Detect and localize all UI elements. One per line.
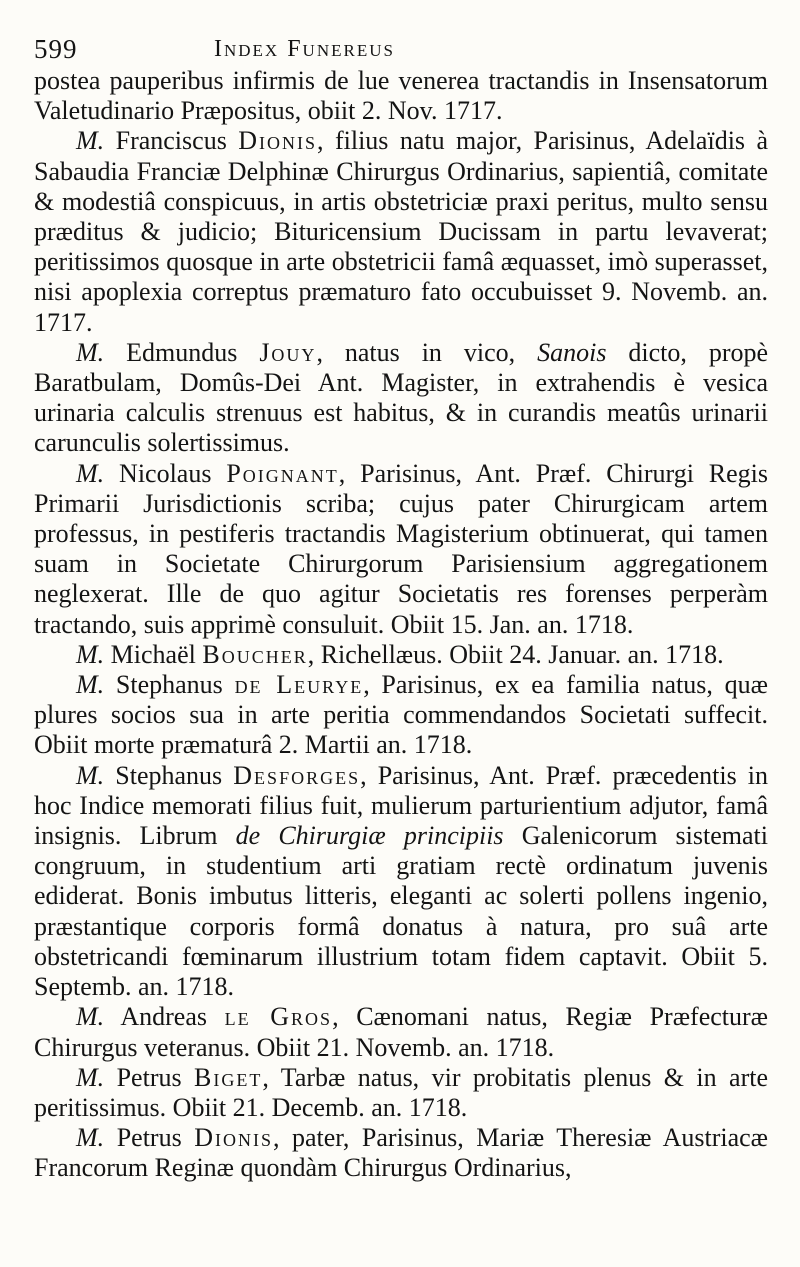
entry-dionis-pater: [34, 1123, 768, 1183]
entry-text: , Richellæus. Obiit 24. Januar. an. 1718.: [307, 639, 724, 669]
entry-text: , Parisinus, Ant. Præf. præcedentis in hoc Indice memorati filius fuit, mulierum parturientium adjutor, famâ insignis. Librum: [34, 760, 769, 851]
entry-surname: de Leurye: [234, 670, 364, 700]
entry-book-title: de Chirurgiæ principiis: [235, 821, 504, 851]
entry-text: , natus in vico,: [316, 337, 538, 367]
entry-surname: Poignant: [226, 458, 339, 488]
entry-given-name: Petrus: [116, 1062, 182, 1092]
page-number: 599: [34, 34, 78, 64]
entry-place-name: Sanois: [537, 337, 607, 367]
entry-lead: M.: [76, 337, 105, 367]
entry-given-name: Petrus: [116, 1123, 182, 1153]
entry-desforges: [34, 761, 768, 1003]
entry-surname: Dionis: [238, 126, 318, 156]
entry-text: , Parisinus, ex ea familia natus, quæ plures socios sua in arte peritia commendandos Societati suffecit. Obiit morte præmaturâ 2. Martii an. 1718.: [34, 670, 768, 760]
entry-surname: Jouy: [259, 337, 317, 367]
entry-continuation: [34, 66, 768, 126]
entry-le-gros: [34, 1002, 768, 1062]
entry-surname: Biget: [194, 1062, 263, 1092]
entry-text: postea pauperibus infirmis de lue venerea tractandis in Insensatorum Valetudinario Præpositus, obiit 2. Nov. 1717.: [34, 66, 768, 126]
entry-biget: [34, 1063, 768, 1123]
entry-lead: M.: [76, 760, 105, 790]
entry-text: Galenicorum sistemati congruum, in studentium arti gratiam rectè ordinatum juvenis ediderat. Bonis imbutus litteris, eleganti ac solerti pollens ingenio, præstantique corporis formâ donatus à natura, pro suâ arte obstetricandi fœminarum illustrium totam fidem captavit. Obiit 5. Septemb. an. 1718.: [34, 821, 768, 1002]
entry-given-name: Franciscus: [115, 126, 227, 156]
entry-given-name: Edmundus: [126, 337, 238, 367]
entry-lead: M.: [76, 1062, 105, 1092]
entry-lead: M.: [76, 639, 105, 669]
entry-given-name: Michaël: [110, 639, 196, 669]
entry-given-name: Nicolaus: [119, 458, 212, 488]
entry-text: dicto, propè Baratbulam, Domûs-Dei Ant. Magister, in extrahendis è vesica urinaria calculis strenuus est habitus, & in curandis meatûs urinarii carunculis solertissimus.: [34, 337, 769, 458]
entry-given-name: Stephanus: [115, 760, 223, 790]
entry-dionis-filius: [34, 126, 768, 337]
entry-lead: M.: [76, 1002, 105, 1032]
running-title: Index Funereus: [214, 36, 395, 62]
entry-given-name: Stephanus: [115, 670, 223, 700]
entry-lead: M.: [76, 1123, 105, 1153]
entry-lead: M.: [76, 670, 105, 700]
entry-given-name: Andreas: [120, 1002, 208, 1032]
entry-lead: M.: [76, 126, 105, 156]
entry-text: , Parisinus, Ant. Præf. Chirurgi Regis Primarii Jurisdictionis scriba; cujus pater Chirurgicam artem professus, in pestiferis tractandis Magisterium obtinuerat, qui tamen suam in Societate Chirurgorum Parisiensium aggregationem neglexerat. Ille de quo agitur Societatis res forenses perperàm tractando, suis apprimè consuluit. Obiit 15. Jan. an. 1718.: [34, 458, 769, 639]
entry-text: , Tarbæ natus, vir probitatis plenus & in arte peritissimus. Obiit 21. Decemb. an. 1718.: [34, 1062, 769, 1122]
entry-de-leurye: [34, 670, 768, 761]
entry-surname: Boucher: [202, 639, 308, 669]
entry-lead: M.: [76, 458, 105, 488]
entry-jouy: [34, 338, 768, 459]
entry-surname: Dionis: [194, 1123, 273, 1153]
entry-surname: le Gros: [224, 1002, 333, 1032]
entry-poignant: [34, 459, 768, 640]
page-header: [34, 30, 594, 70]
entry-text: , filius natu major, Parisinus, Adelaïdis à Sabaudia Franciæ Delphinæ Chirurgus Ordinarius, sapientiâ, comitate & modestiâ conspicuus, in artis obstetriciæ praxi peritus, multo sensu præditus & judicio; Bituricensium Ducissam in partu levaverat; peritissimos quosque in arte obstetricii famâ æquasset, imò superasset, nisi apoplexia correptus præmaturo fato occubuisset 9. Novemb. an. 1717.: [34, 126, 769, 337]
entry-surname: Desforges: [233, 760, 361, 790]
page-body: [34, 66, 768, 1184]
entry-boucher: [34, 640, 768, 670]
entry-text: , Cænomani natus, Regiæ Præfecturæ Chirurgus veteranus. Obiit 21. Novemb. an. 1718.: [34, 1002, 769, 1062]
entry-text: , pater, Parisinus, Mariæ Theresiæ Austriacæ Francorum Reginæ quondàm Chirurgus Ordinarius,: [34, 1123, 769, 1183]
